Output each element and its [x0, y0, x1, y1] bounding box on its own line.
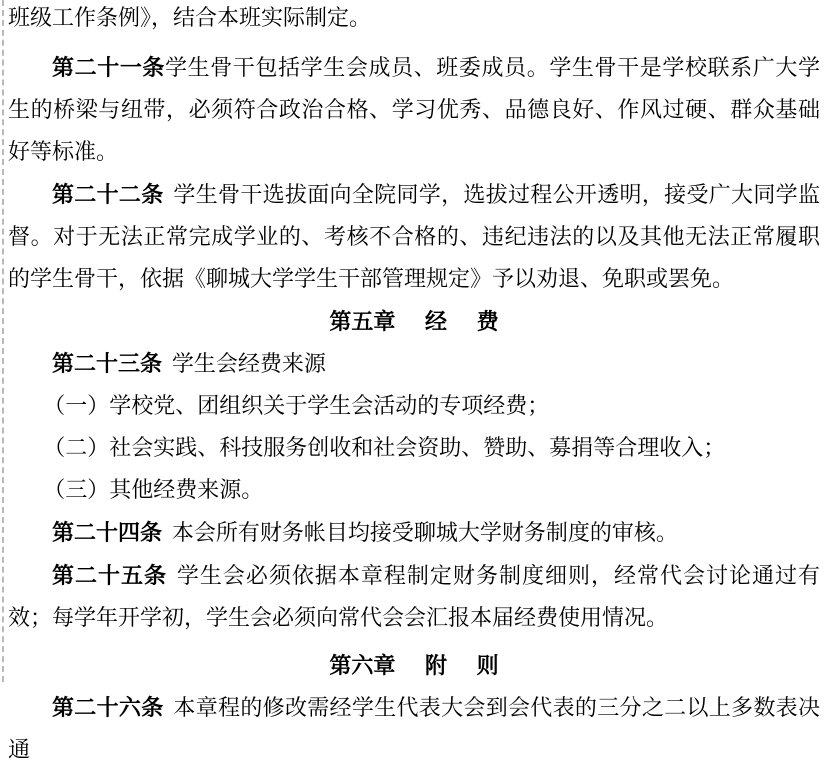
article-23-body: 学生会经费来源 [171, 352, 326, 377]
paragraph-article-23 [8, 343, 820, 386]
article-24-body: 本会所有财务帐目均接受聊城大学财务制度的审核。 [171, 521, 678, 546]
text-boundary-line [2, 0, 4, 682]
funding-item-2: （二）社会实践、科技服务创收和社会资助、赞助、募捐等合理收入； [43, 436, 726, 461]
article-23-number: 第二十三条 [52, 351, 163, 377]
article-26-number: 第二十六条 [52, 695, 164, 721]
paragraph-continuation: 班级工作条例》，结合本班实际制定。 [8, 6, 372, 31]
paragraph-article-21 [8, 47, 820, 174]
article-26-body: 本章程的修改需经学生代表大会到会代表的三分之二以上多数表决通 [8, 696, 820, 763]
article-22-number: 第二十二条 [52, 182, 164, 208]
funding-item-1: （一）学校党、团组织关于学生会活动的专项经费； [43, 394, 550, 419]
chapter-6-heading: 第六章 附 则 [329, 653, 499, 679]
article-21-number: 第二十一条 [52, 55, 166, 81]
article-25-number: 第二十五条 [52, 563, 168, 589]
article-25-body: 学生会必须依据本章程制定财务制度细则，经常代会讨论通过有效；每学年开学初，学生会必须向常代会会汇报本届经费使用情况。 [8, 564, 820, 631]
paragraph-article-22 [8, 174, 820, 301]
article-24-number: 第二十四条 [52, 520, 163, 546]
funding-item-3: （三）其他经费来源。 [43, 478, 264, 503]
document-content [8, 0, 820, 772]
paragraph-article-25 [8, 555, 820, 640]
paragraph-article-24 [8, 512, 820, 555]
chapter-5-heading: 第五章 经 费 [329, 309, 499, 335]
article-22-body: 学生骨干选拔面向全院同学，选拔过程公开透明，接受广大同学监督。对于无法正常完成学业的、考核不合格的、违纪违法的以及其他无法正常履职的学生骨干，依据《聊城大学学生干部管理规定》予以劝退、免职或罢免。 [8, 183, 820, 292]
paragraph-article-26 [8, 687, 820, 772]
article-21-body: 学生骨干包括学生会成员、班委成员。学生骨干是学校联系广大学生的桥梁与纽带，必须符合政治合格、学习优秀、品德良好、作风过硬、群众基础好等标准。 [8, 56, 820, 165]
